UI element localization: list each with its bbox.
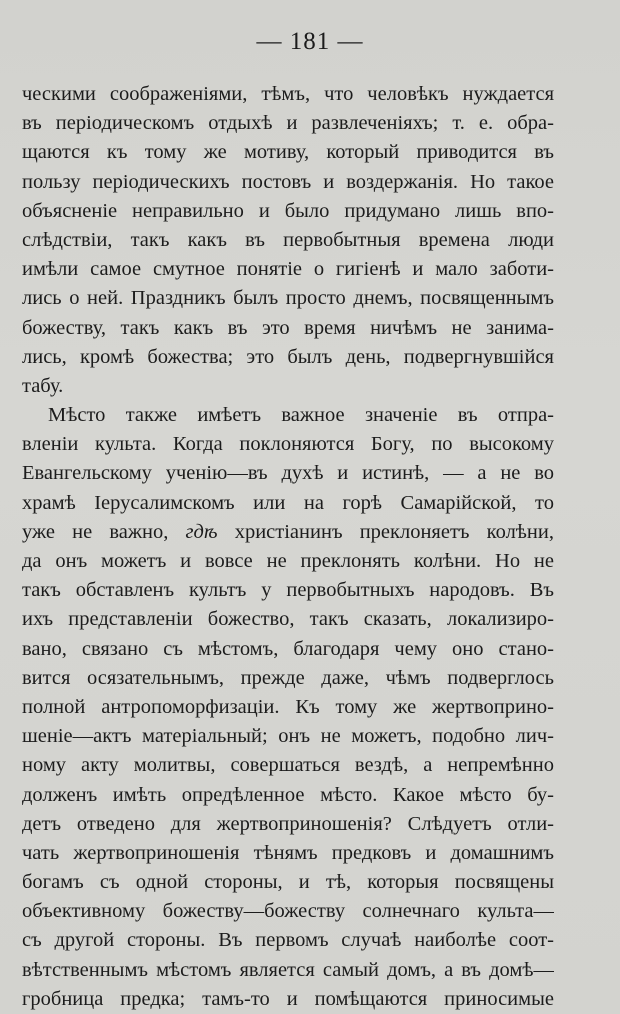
text-line: въ періодическомъ отдыхѣ и развлеченіяхъ; т. е. обра- — [22, 112, 554, 135]
text-line: объясненіе неправильно и было придумано лишь впо- — [22, 199, 554, 222]
text-line: лись, кромѣ божества; это былъ день, подвергнувшійся — [22, 345, 554, 368]
text-line: чать жертвоприношенія тѣнямъ предковъ и домашнимъ — [22, 841, 554, 864]
text-line: божеству, такъ какъ въ это время ничѣмъ не занима- — [22, 316, 554, 339]
text-segment: уже не важно, — [22, 520, 186, 543]
text-line: долженъ имѣть опредѣленное мѣсто. Какое мѣсто бу- — [22, 783, 554, 806]
text-line: богамъ съ одной стороны, и тѣ, которыя посвящены — [22, 871, 554, 894]
text-line: вѣтственнымъ мѣстомъ является самый домъ, а въ домѣ— — [22, 958, 554, 981]
text-line: да онъ можетъ и вовсе не преклонять колѣни. Но не — [22, 550, 554, 572]
text-line: гробница предка; тамъ-то и помѣщаются приносимые — [22, 987, 554, 1010]
text-segment: христіанинъ преклоняетъ колѣни, — [217, 520, 554, 543]
text-line: храмѣ Іерусалимскомъ или на горѣ Самарійской, то — [22, 491, 554, 514]
emphasized-word: гдѣ — [185, 520, 218, 543]
text-line: объективному божеству—божеству солнечнаго культа— — [22, 900, 554, 923]
text-line: слѣдствіи, такъ какъ въ первобытныя времена люди — [22, 228, 554, 251]
text-line: щаются къ тому же мотиву, который приводится въ — [22, 141, 554, 164]
text-line: ному акту молитвы, совершаться вездѣ, а непремѣнно — [22, 754, 554, 777]
paragraph-start-line: Мѣсто также имѣетъ важное значеніе въ отпра- — [48, 404, 554, 427]
page-number: — 181 — — [256, 28, 364, 55]
text-line: ихъ представленіи божество, такъ сказать, локализиро- — [22, 608, 554, 631]
text-line: шеніе—актъ матеріальный; онъ не можетъ, подобно лич- — [22, 725, 554, 748]
text-line-with-emphasis — [22, 518, 554, 547]
text-line: такъ обставленъ культъ у первобытныхъ народовъ. Въ — [22, 579, 554, 602]
text-line: имѣли самое смутное понятіе о гигіенѣ и мало заботи- — [22, 258, 554, 281]
text-line: ческими соображеніями, тѣмъ, что человѣкъ нуждается — [22, 83, 554, 105]
text-line: вано, связано съ мѣстомъ, благодаря чему оно стано- — [22, 637, 554, 660]
text-line: пользу періодическихъ постовъ и воздержанія. Но такое — [22, 170, 554, 193]
text-line: съ другой стороны. Въ первомъ случаѣ наиболѣе соот- — [22, 929, 554, 952]
text-line: полной антропоморфизаціи. Къ тому же жертвоприно- — [22, 695, 554, 718]
paragraph-end-line: табу. — [22, 374, 64, 397]
text-line: детъ отведено для жертвоприношенія? Слѣдуетъ отли- — [22, 812, 554, 835]
body-text — [22, 80, 554, 1014]
text-line: вленіи культа. Когда поклоняются Богу, по высокому — [22, 433, 554, 456]
text-line: лись о ней. Праздникъ былъ просто днемъ, посвященнымъ — [22, 287, 554, 310]
text-line: вится осязательнымъ, прежде даже, чѣмъ подверглось — [22, 666, 554, 689]
text-line: Евангельскому ученію—въ духѣ и истинѣ, — а не во — [22, 462, 554, 485]
